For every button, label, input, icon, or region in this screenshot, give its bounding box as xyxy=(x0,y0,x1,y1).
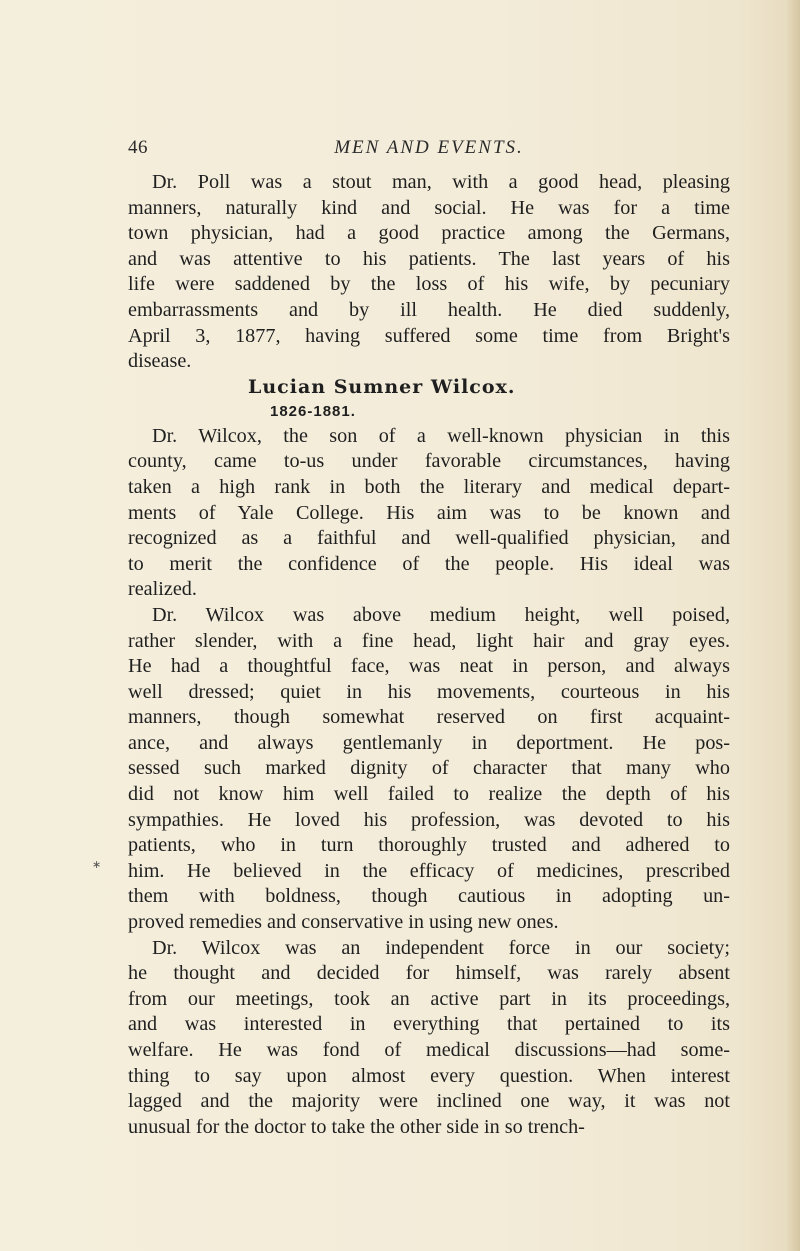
text-line: taken a high rank in both the literary and medical depart- xyxy=(128,475,730,498)
text-line: disease. xyxy=(128,350,192,373)
text-line: well dressed; quiet in his movements, courteous in his xyxy=(128,680,730,703)
text-line: and was attentive to his patients. The last years of his xyxy=(128,247,730,270)
text-line: proved remedies and conservative in using new ones. xyxy=(128,911,559,934)
text-line: did not know him well failed to realize the depth of his xyxy=(128,783,730,806)
page-body xyxy=(128,170,730,1140)
text-line: Dr. Wilcox was above medium height, well poised, xyxy=(152,603,730,626)
text-line: sympathies. He loved his profession, was devoted to his xyxy=(128,808,730,831)
text-line: sessed such marked dignity of character that many who xyxy=(128,757,730,780)
text-line: to merit the confidence of the people. His ideal was xyxy=(128,552,730,575)
section-heading-name: Lucian Sumner Wilcox. xyxy=(248,375,516,398)
text-line: life were saddened by the loss of his wife, by pecuniary xyxy=(128,273,730,296)
text-line: He had a thoughtful face, was neat in person, and always xyxy=(128,655,730,678)
text-line: welfare. He was fond of medical discussions—had some- xyxy=(128,1039,730,1061)
text-line: Dr. Wilcox was an independent force in our society; xyxy=(152,936,730,959)
paragraph-wilcox-3 xyxy=(128,936,730,1141)
paragraph-wilcox-1 xyxy=(128,424,730,603)
text-line: Dr. Wilcox, the son of a well-known physician in this xyxy=(152,424,730,447)
text-line: Dr. Poll was a stout man, with a good head, pleasing xyxy=(152,171,730,193)
paragraph-poll xyxy=(128,170,730,375)
margin-pencil-mark: ∗ xyxy=(92,858,102,871)
text-line: ments of Yale College. His aim was to be known and xyxy=(128,501,730,524)
text-line: recognized as a faithful and well-qualified physician, and xyxy=(128,527,730,550)
text-line: patients, who in turn thoroughly trusted and adhered to xyxy=(128,834,730,857)
section-heading-dates: 1826-1881. xyxy=(270,402,356,420)
text-line: them with boldness, though cautious in adopting un- xyxy=(128,885,730,908)
text-line: manners, naturally kind and social. He was for a time xyxy=(128,196,730,219)
text-line: town physician, had a good practice among the Germans, xyxy=(128,222,730,245)
paragraph-wilcox-2 xyxy=(128,603,730,936)
text-line: embarrassments and by ill health. He died suddenly, xyxy=(128,298,730,321)
page-number: 46 xyxy=(128,137,148,158)
text-line: him. He believed in the efficacy of medicines, prescribed xyxy=(128,859,730,882)
text-line: manners, though somewhat reserved on first acquaint- xyxy=(128,706,730,729)
text-line: from our meetings, took an active part in its proceedings, xyxy=(128,987,730,1010)
page-edge-shadow xyxy=(786,0,800,1251)
text-line: unusual for the doctor to take the other side in so trench- xyxy=(128,1115,585,1138)
text-line: ance, and always gentlemanly in deportment. He pos- xyxy=(128,731,730,754)
text-line: April 3, 1877, having suffered some time from Bright's xyxy=(128,324,730,347)
text-line: realized. xyxy=(128,578,197,601)
text-line: rather slender, with a fine head, light hair and gray eyes. xyxy=(128,629,730,652)
text-line: and was interested in everything that pertained to its xyxy=(128,1013,730,1036)
text-line: county, came to-us under favorable circumstances, having xyxy=(128,450,730,473)
text-line: thing to say upon almost every question. When interest xyxy=(128,1064,730,1087)
page-header xyxy=(128,137,730,163)
running-head: MEN AND EVENTS. xyxy=(334,137,524,158)
text-line: lagged and the majority were inclined one way, it was not xyxy=(128,1090,730,1113)
text-line: he thought and decided for himself, was rarely absent xyxy=(128,962,730,985)
